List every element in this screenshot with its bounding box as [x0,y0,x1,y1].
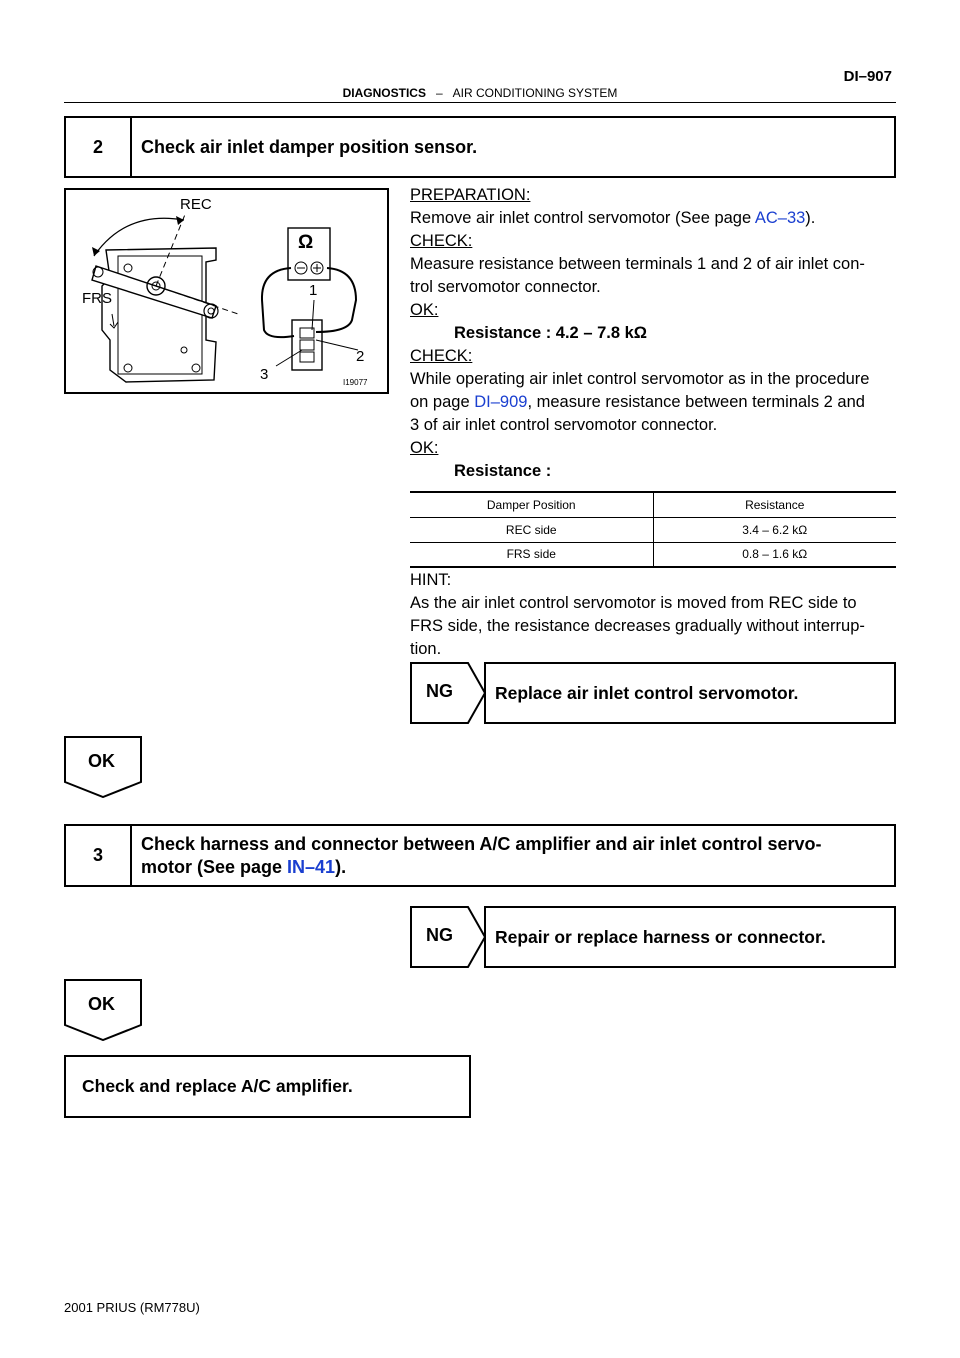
ok-label: OK [88,994,115,1014]
step-3-title-pre: motor (See page [141,856,288,877]
ok-1-heading: OK: [410,301,439,319]
ng-action-box: Replace air inlet control servomotor. [484,662,896,724]
ng-branch-2 [410,906,896,968]
table-cell: REC side [410,517,653,542]
omega-icon: Ω [298,232,314,253]
hint-heading: HINT: [410,571,452,589]
step-3-box [64,824,896,887]
header-section: DIAGNOSTICS [342,86,426,100]
ok-label: OK [88,751,115,771]
page-number: DI–907 [843,68,892,85]
ok-2-heading: OK: [410,439,439,457]
table-header-row [410,492,896,517]
ng-action-box: Repair or replace harness or connector. [484,906,896,968]
header-subsection: AIR CONDITIONING SYSTEM [452,86,618,100]
check-2-line-2 [410,391,896,414]
table-header-cell: Damper Position [410,492,653,517]
servomotor-figure [64,188,389,394]
header-divider [64,102,896,103]
hint-line-2: FRS side, the resistance decreases gradually without interrup- [410,617,865,635]
ok-2-value: Resistance : [454,462,552,480]
step-3-title-line-2 [141,856,346,879]
page-header [0,86,960,100]
check-1-heading: CHECK: [410,232,473,250]
preparation-text-1: Remove air inlet control servomotor (See page [410,209,755,227]
table-row [410,517,896,542]
hint-line-1: As the air inlet control servomotor is moved from REC side to [410,594,857,612]
check-2-heading: CHECK: [410,347,473,365]
check-2-line-3: 3 of air inlet control servomotor connector. [410,416,718,434]
ok-1-value: Resistance : 4.2 – 7.8 kΩ [454,324,648,342]
table-cell: 0.8 – 1.6 kΩ [653,542,896,567]
step-2-number: 2 [66,118,132,176]
table-row [410,542,896,567]
preparation-heading: PREPARATION: [410,186,531,204]
preparation-text-2: ). [805,209,816,227]
terminal-1-label: 1 [309,282,318,299]
final-step-box: Check and replace A/C amplifier. [64,1055,471,1118]
servomotor-diagram [66,190,387,392]
resistance-table-wrap [410,491,896,568]
check-1-line-1: Measure resistance between terminals 1 and 2 of air inlet con- [410,255,865,273]
step-2-title: Check air inlet damper position sensor. [141,136,478,157]
ok-branch-2 [64,979,142,1041]
ng-label: NG [426,925,453,945]
hint-block [410,569,896,661]
preparation-text [410,207,896,230]
step-3-title-post: ). [335,856,347,877]
resistance-table [410,491,896,568]
step-3-title [132,826,894,885]
check-1-line-2: trol servomotor connector. [410,278,601,296]
label-frs: FRS [82,290,112,307]
step-3-number: 3 [66,826,132,885]
header-separator: – [435,86,443,100]
check-2-line-2-pre: on page [410,393,475,411]
step-2-box [64,116,896,178]
link-ac-33[interactable]: AC–33 [754,209,806,227]
step-3-title-line-1: Check harness and connector between A/C amplifier and air inlet control servo- [141,833,822,854]
hint-line-3: tion. [410,640,442,658]
terminal-2-label: 2 [356,348,365,365]
table-cell: 3.4 – 6.2 kΩ [653,517,896,542]
procedure-text [410,184,896,483]
terminal-3-label: 3 [260,366,269,383]
link-di-909[interactable]: DI–909 [474,393,528,411]
table-header-cell: Resistance [653,492,896,517]
page-footer: 2001 PRIUS (RM778U) [64,1300,200,1315]
check-2-line-2-post: , measure resistance between terminals 2 and [527,393,865,411]
check-2-line-1: While operating air inlet control servomotor as in the procedure [410,370,870,388]
figure-id: I19077 [343,378,368,387]
label-rec: REC [180,196,212,213]
ng-label: NG [426,681,453,701]
ok-branch-1 [64,736,142,798]
ng-branch-1 [410,662,896,724]
link-in-41[interactable]: IN–41 [287,856,336,877]
table-cell: FRS side [410,542,653,567]
